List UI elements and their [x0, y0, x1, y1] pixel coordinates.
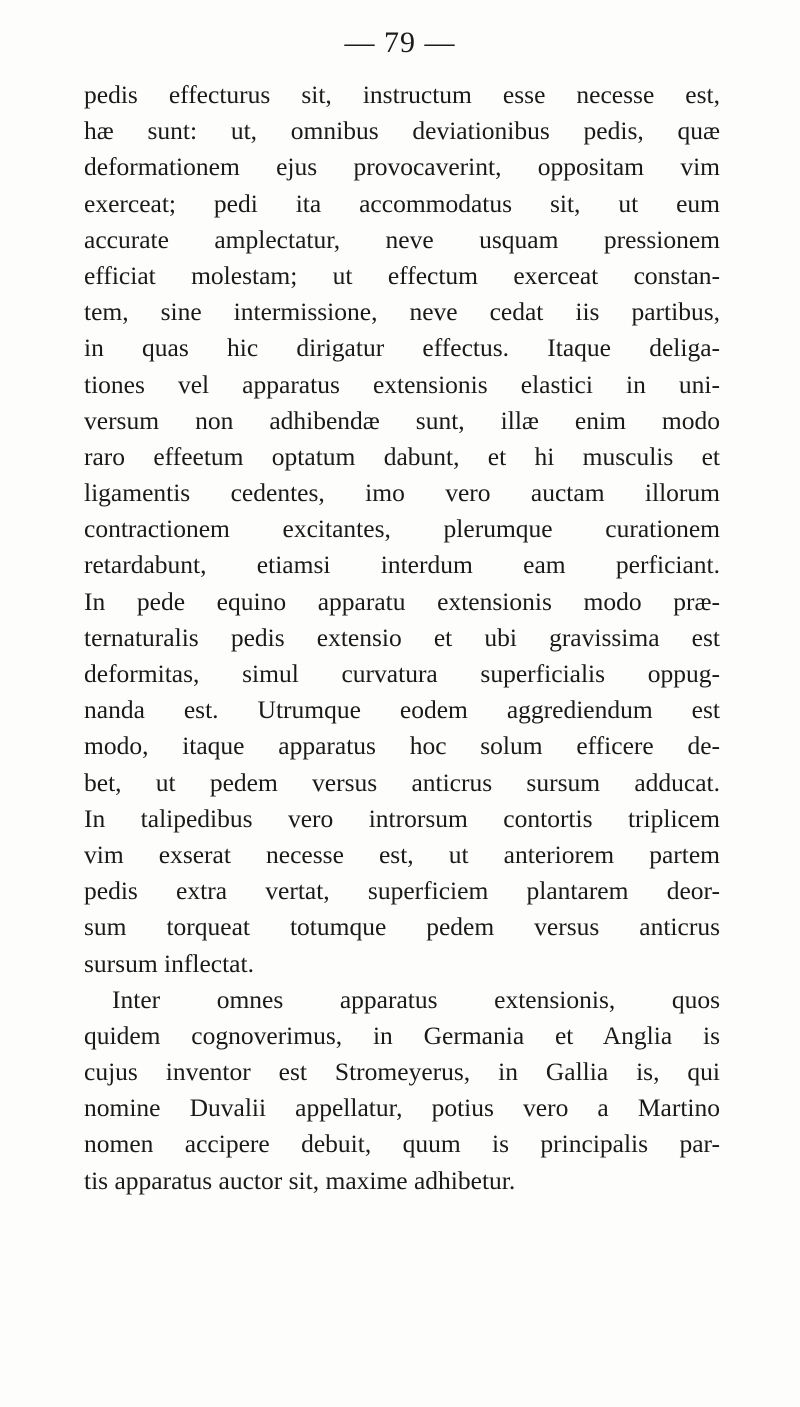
text-line: in quas hic dirigatur effectus. Itaque deliga- — [84, 333, 720, 363]
text-line: pedis extra vertat, superficiem plantarem deor- — [84, 876, 720, 906]
text-line: In pede equino apparatu extensionis modo præ- — [84, 586, 720, 616]
text-line: accurate amplectatur, neve usquam pressionem — [84, 224, 720, 254]
text-line: Inter omnes apparatus extensionis, quos — [112, 984, 720, 1014]
text-line: contractionem excitantes, plerumque curationem — [84, 514, 720, 544]
body-text — [84, 77, 720, 1199]
text-line: cujus inventor est Stromeyerus, in Gallia is, qui — [84, 1057, 720, 1087]
text-line: sum torqueat totumque pedem versus anticrus — [84, 912, 720, 942]
text-line: efficiat molestam; ut effectum exerceat constan- — [84, 260, 720, 290]
text-line: tiones vel apparatus extensionis elastici in uni- — [84, 369, 720, 399]
text-line: quidem cognoverimus, in Germania et Anglia is — [84, 1020, 720, 1050]
text-line: deformationem ejus provocaverint, oppositam vim — [84, 152, 720, 182]
text-line: bet, ut pedem versus anticrus sursum adducat. — [84, 767, 720, 797]
text-line: In talipedibus vero introrsum contortis triplicem — [84, 803, 720, 833]
text-line: nomine Duvalii appellatur, potius vero a Martino — [84, 1093, 720, 1123]
text-line: tem, sine intermissione, neve cedat iis partibus, — [84, 297, 720, 327]
text-line: deformitas, simul curvatura superficialis oppug- — [84, 659, 720, 688]
text-line: sursum inflectat. — [84, 948, 254, 978]
text-line: ternaturalis pedis extensio et ubi gravissima est — [84, 622, 720, 652]
text-line: exerceat; pedi ita accommodatus sit, ut eum — [84, 188, 720, 218]
text-line: ligamentis cedentes, imo vero auctam illorum — [84, 478, 720, 508]
text-line: nomen accipere debuit, quum is principalis par- — [84, 1129, 720, 1159]
text-line: hæ sunt: ut, omnibus deviationibus pedis, quæ — [84, 116, 720, 146]
text-line: pedis effecturus sit, instructum esse necesse est, — [84, 80, 720, 109]
text-line: retardabunt, etiamsi interdum eam perficiant. — [84, 550, 720, 580]
text-line: nanda est. Utrumque eodem aggrediendum est — [84, 695, 720, 725]
page-number: — 79 — — [344, 26, 456, 59]
text-line: vim exserat necesse est, ut anteriorem partem — [84, 839, 720, 869]
text-line: raro effeetum optatum dabunt, et hi musculis et — [84, 441, 720, 471]
text-line: tis apparatus auctor sit, maxime adhibetur. — [84, 1165, 516, 1195]
text-line: versum non adhibendæ sunt, illæ enim modo — [84, 405, 720, 435]
text-line: modo, itaque apparatus hoc solum efficere de- — [84, 731, 720, 761]
